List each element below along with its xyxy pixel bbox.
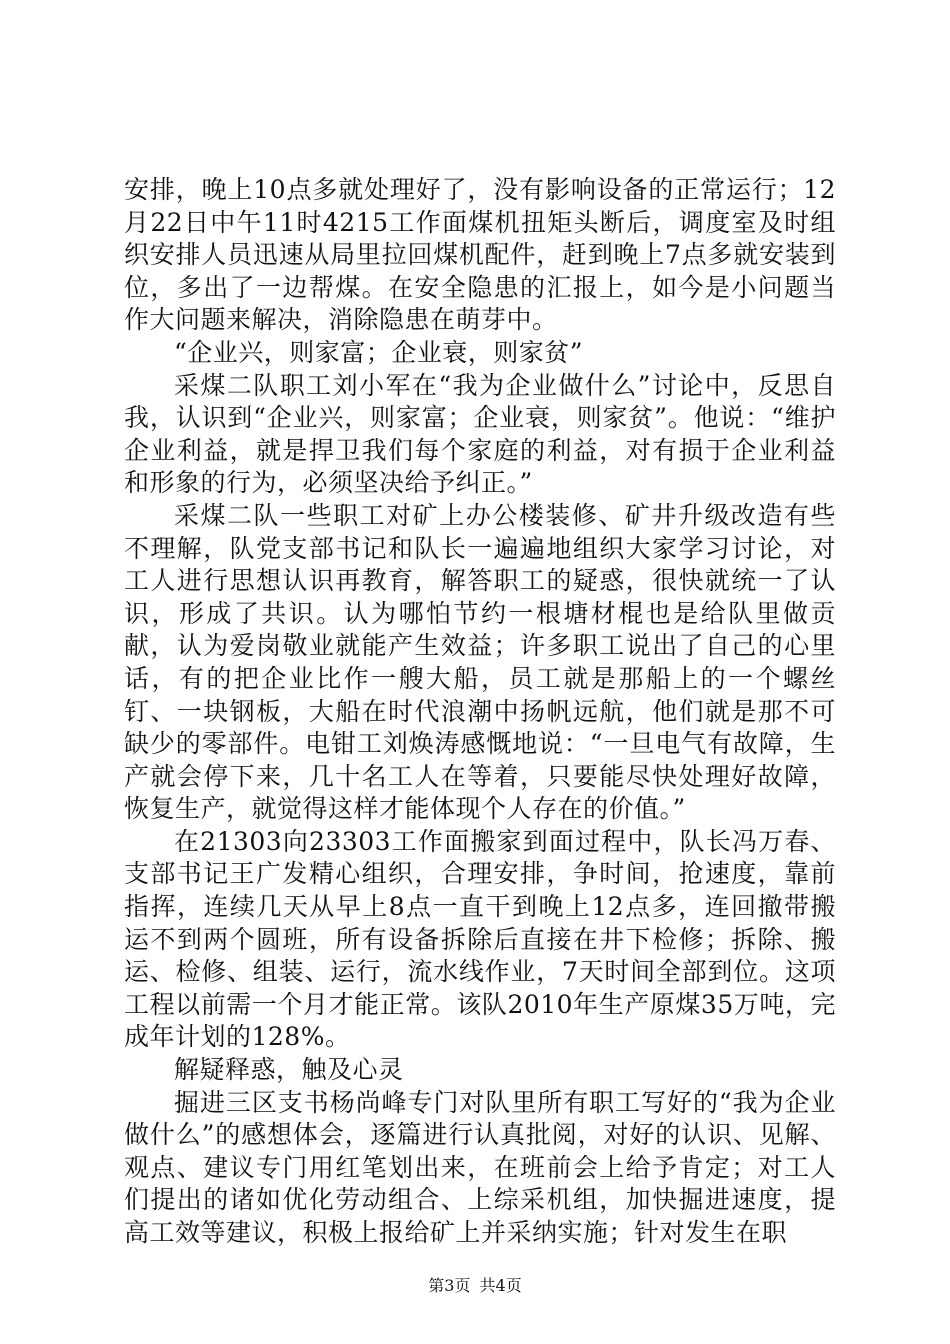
section-heading-enterprise: “企业兴，则家富；企业衰，则家贫” [174, 337, 584, 367]
section-heading-doubts: 解疑释惑，触及心灵 [174, 1055, 404, 1085]
paragraph-continuation: 安排，晚上10点多就处理好了，没有影响设备的正常运行；12月22日中午11时4215工作面煤机扭矩头断后，调度室及时组织安排人员迅速从局里拉回煤机配件，赶到晚上7点多就安装到位，多出了一边帮煤。在安全隐患的汇报上，如今是小问题当作大问题来解决，消除隐患在萌芽中。 [124, 175, 836, 335]
page-footer [0, 1276, 950, 1296]
paragraph-excavation-three: 掘进三区支书杨尚峰专门对队里所有职工写好的“我为企业做什么”的感想体会，逐篇进行认真批阅，对好的认识、见解、观点、建议专门用红笔划出来，在班前会上给予肯定；对工人们提出的诸如优化劳动组合、上综采机组，加快掘进速度，提高工效等建议，积极上报给矿上并采纳实施；针对发生在职 [124, 1087, 836, 1247]
page-total: 共4页 [479, 1276, 522, 1295]
document-body [124, 174, 836, 1250]
paragraph-liu-xiaojun: 采煤二队职工刘小军在“我为企业做什么”讨论中，反思自我，认识到“企业兴，则家富；企业衰，则家贫”。他说：“维护企业利益，就是捍卫我们每个家庭的利益，对有损于企业利益和形象的行为，必须坚决给予纠正。” [124, 370, 836, 498]
paragraph-working-face-move: 在21303向23303工作面搬家到面过程中，队长冯万春、支部书记王广发精心组织，合理安排，争时间，抢速度，靠前指挥，连续几天从早上8点一直干到晚上12点多，连回撤带搬运不到两个圆班，所有设备拆除后直接在井下检修；拆除、搬运、检修、组装、运行，流水线作业，7天时间全部到位。这项工程以前需一个月才能正常。该队2010年生产原煤35万吨，完成年计划的128%。 [124, 826, 836, 1052]
paragraph-coal-team-two: 采煤二队一些职工对矿上办公楼装修、矿井升级改造有些不理解，队党支部书记和队长一遍遍地组织大家学习讨论，对工人进行思想认识再教育，解答职工的疑惑，很快就统一了认识，形成了共识。认为哪怕节约一根塘材棍也是给队里做贡献，认为爱岗敬业就能产生效益；许多职工说出了自己的心里话，有的把企业比作一艘大船，员工就是那船上的一个螺丝钉、一块钢板，大船在时代浪潮中扬帆远航，他们就是那不可缺少的零部件。电钳工刘焕涛感慨地说：“一旦电气有故障，生产就会停下来，几十名工人在等着，只要能尽快处理好故障，恢复生产，就觉得这样才能体现个人存在的价值。” [124, 500, 836, 824]
page-number: 第3页 [428, 1276, 471, 1295]
